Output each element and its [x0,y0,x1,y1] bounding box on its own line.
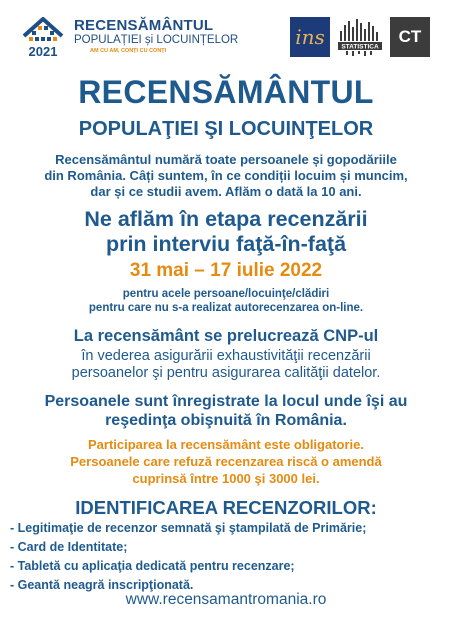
intro-line: dar și ce studii avem. Aflăm o dată la 10 ani. [90,184,362,199]
list-item: - Tabletă cu aplicaţia dedicată pentru recenzare; [10,559,295,573]
purpose-paragraph [0,348,452,382]
ct-logo[interactable]: CT [390,17,430,57]
stage-line: prin interviu faţă-în-faţă [105,232,347,256]
mandatory-line: Persoanele care refuză recenzarea riscă o amendă [70,454,382,469]
identification-list [10,519,450,595]
residence-paragraph [0,392,452,430]
census-logo[interactable] [20,14,239,60]
page-subtitle: POPULAŢIEI ŞI LOCUINŢELOR [78,118,374,140]
mandatory-line: cuprinsă între 1000 şi 3000 lei. [132,471,320,486]
list-item: - Legitimaţie de recenzor semnată şi ştampilată de Primărie; [10,521,367,535]
date-range: 31 mai – 17 iulie 2022 [129,260,323,281]
logo-title: RECENSĂMÂNTUL [74,17,214,34]
purpose-line: în vederea asigurării exhaustivităţii recenzării [81,348,371,364]
identification-title: IDENTIFICAREA RECENZORILOR: [75,497,377,518]
mandatory-line: Participarea la recensământ este obligatorie. [87,437,364,452]
logo-text [74,18,239,55]
ins-logo[interactable] [290,17,330,57]
logo-subtitle: POPULAȚIEI și LOCUINȚELOR [74,34,239,46]
stage-heading [0,207,452,257]
target-persons [0,287,452,315]
statistica-logo[interactable] [336,17,384,57]
house-logo-icon [20,14,66,60]
ins-logo-text: ins [295,25,325,49]
purpose-line: persoanelor şi pentru asigurarea calităţii datelor. [71,365,381,381]
intro-paragraph [0,152,452,200]
header [0,0,452,70]
intro-line: din România. Câți suntem, în ce condiții locuim și muncim, [44,168,408,183]
website-link[interactable]: www.recensamantromania.ro [125,591,327,608]
mandatory-notice [0,436,452,487]
stage-line: Ne aflăm în etapa recenzării [84,207,368,231]
logo-year: 2021 [28,44,58,59]
who-line: pentru acele persoane/locuinţe/clădiri [122,288,330,300]
residence-line: Persoanele sunt înregistrate la locul unde îşi au [44,393,408,410]
page-title: RECENSĂMÂNTUL [78,74,374,110]
intro-line: Recensământul numără toate persoanele și gopodăriile [55,152,397,167]
logo-tagline: AM CU AM, CONȚI CU CONȚI [90,48,167,54]
list-item: - Geantă neagră inscripţionată. [10,578,194,592]
who-line: pentru care nu s-a realizat autorecenzarea on-line. [88,302,364,314]
cnp-heading: La recensământ se prelucrează CNP-ul [73,327,379,345]
list-item: - Card de Identitate; [10,540,128,554]
statistica-text: STATISTICA [341,43,379,51]
residence-line: reşedinţa obişnuită în România. [105,412,347,429]
